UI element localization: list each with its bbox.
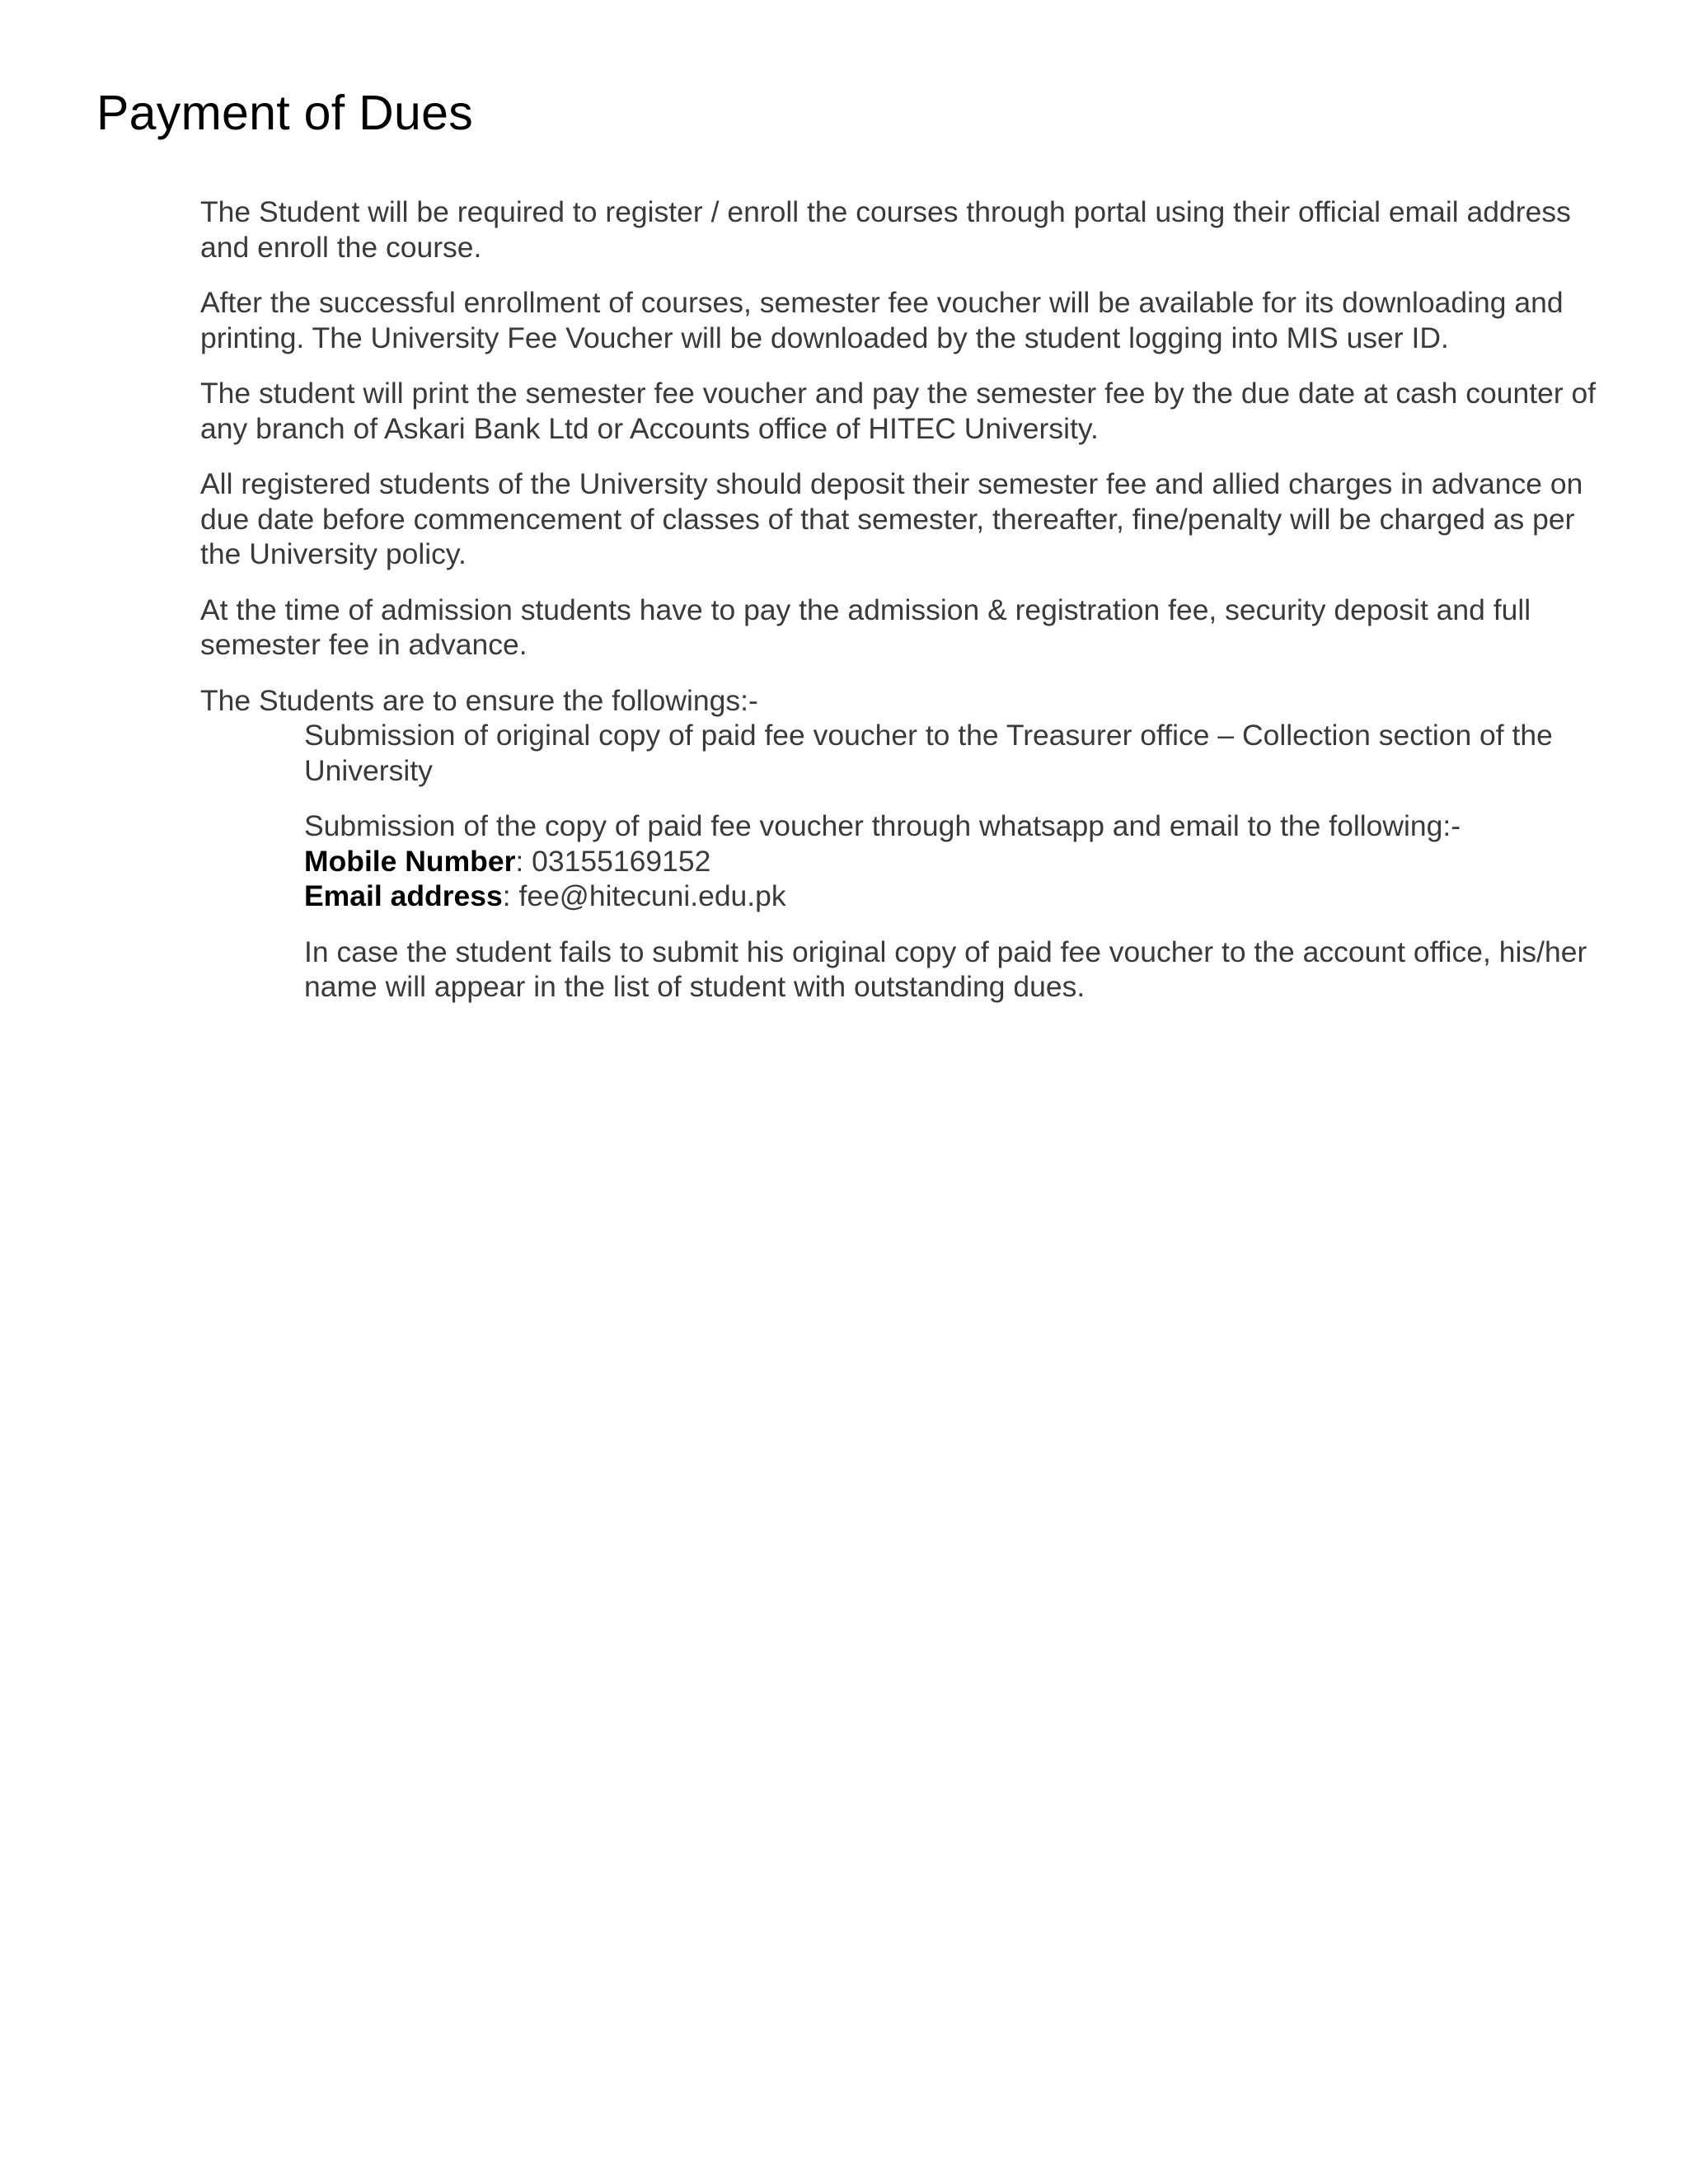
page-title: Payment of Dues [96,86,474,140]
mobile-number-value: : 03155169152 [515,844,711,878]
paragraph-fee-voucher: After the successful enrollment of courses, semester fee voucher will be available for its downloading and printing. The University Fee Voucher will be downloaded by the student logging into MIS user ID. [200,286,1564,354]
paragraph-payment: The student will print the semester fee voucher and pay the semester fee by the due date at cash counter of any branch of Askari Bank Ltd or Accounts office of HITEC University. [200,377,1597,445]
email-address-value: : fee@hitecuni.edu.pk [502,879,786,912]
ensure-item-text: Submission of the copy of paid fee voucher through whatsapp and email to the following:- [304,809,1461,842]
paragraph-deposit-policy: All registered students of the University should deposit their semester fee and allied charges in advance on due date before commencement of classes of that semester, thereafter, fine/penalty will be charged as per the University policy. [200,467,1583,570]
ensure-heading: The Students are to ensure the followings:- [200,683,758,717]
mobile-number-label: Mobile Number [304,844,516,878]
document-body [200,194,1610,1025]
paragraph-registration: The Student will be required to register / enroll the courses through portal using their official email address and enroll the course. [200,195,1571,264]
email-address-label: Email address [304,879,503,912]
ensure-list [304,718,1623,1005]
ensure-item-text: Submission of original copy of paid fee voucher to the Treasurer office – Collection section of the University [304,719,1553,787]
mobile-number-line [304,844,1623,879]
ensure-item-whatsapp-email [304,808,1623,914]
ensure-item-outstanding-dues [304,935,1623,1005]
ensure-item-original-copy [304,718,1623,788]
paragraph-admission-fee: At the time of admission students have to pay the admission & registration fee, security deposit and full semester fee in advance. [200,593,1531,661]
email-address-line [304,879,1623,914]
ensure-item-text: In case the student fails to submit his original copy of paid fee voucher to the account office, his/her name will appear in the list of student with outstanding dues. [304,935,1587,1003]
